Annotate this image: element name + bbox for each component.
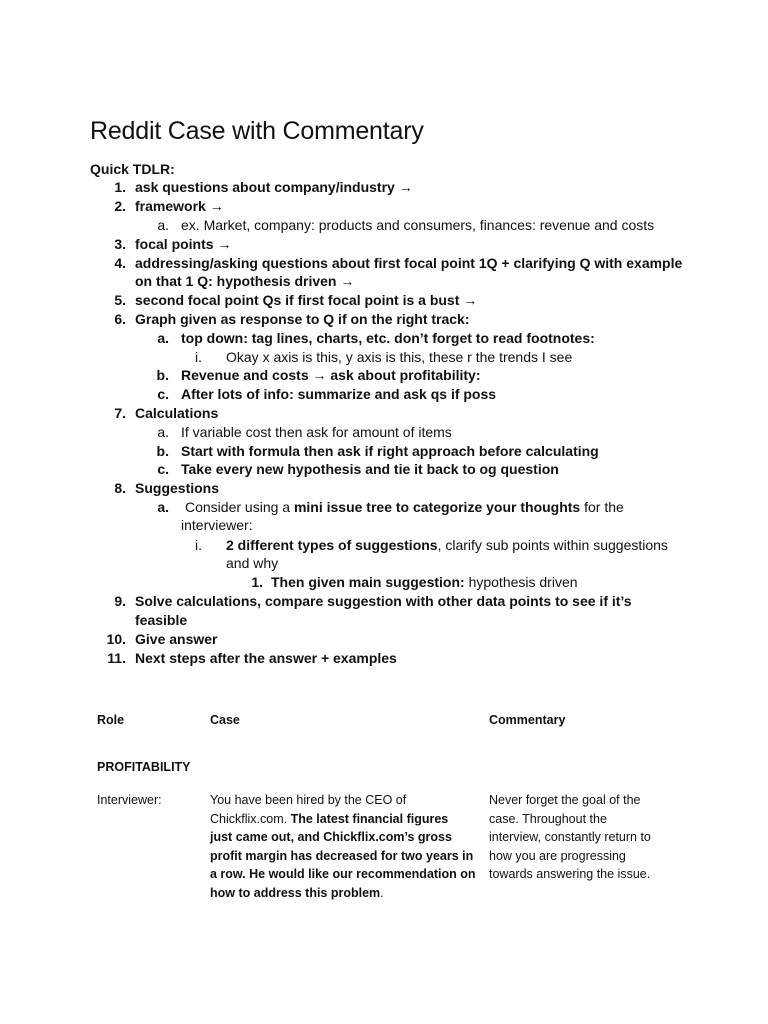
list-item-text: second focal point Qs if first focal point is a bust →: [135, 292, 478, 308]
list-roman: i.: [195, 349, 202, 365]
list-item-8a-i-continued: and why: [226, 555, 279, 571]
list-number: 11.: [107, 650, 126, 666]
list-letter: b.: [156, 367, 169, 383]
quick-tdlr-heading: Quick TDLR:: [90, 161, 175, 177]
list-item-1: [114, 178, 413, 197]
list-item-text: Take every new hypothesis and tie it back to og question: [181, 461, 559, 477]
list-item-text: top down: tag lines, charts, etc. don’t forget to read footnotes:: [181, 330, 595, 346]
list-item-4: [114, 254, 683, 273]
list-item-bold-text: Then given main suggestion:: [271, 574, 465, 590]
list-number: 6.: [114, 311, 126, 327]
list-item-text-end: hypothesis driven: [464, 574, 578, 590]
list-letter: c.: [157, 461, 169, 477]
list-item-8a: [157, 498, 624, 517]
list-letter: c.: [157, 386, 169, 402]
commentary-line: Never forget the goal of the: [489, 793, 641, 807]
commentary-line: interview, constantly return to: [489, 830, 651, 844]
list-item-4-continued: on that 1 Q: hypothesis driven →: [135, 273, 355, 289]
list-item-9-continued: feasible: [135, 612, 188, 628]
case-line: [210, 884, 480, 903]
case-line: just came out, and Chickflix.com’s gross: [210, 830, 452, 844]
case-text: .: [380, 885, 384, 900]
case-bold-text: how to address this problem: [210, 885, 381, 900]
list-item-text: addressing/asking questions about first focal point 1Q + clarifying Q with example: [135, 255, 683, 271]
table-row-commentary: [489, 791, 689, 884]
list-item-5: [114, 291, 478, 310]
list-item-text: ask questions about company/industry →: [135, 179, 413, 195]
list-item-7b: [156, 442, 599, 461]
list-item-text: Revenue and costs → ask about profitability:: [181, 367, 481, 383]
list-item-text: Calculations: [135, 405, 219, 421]
list-item-2a: [157, 216, 655, 235]
commentary-line: case. Throughout the: [489, 811, 607, 826]
list-item-text: Suggestions: [135, 480, 220, 496]
table-header-case: Case: [210, 713, 240, 727]
case-text: Chickflix.com.: [210, 811, 291, 826]
list-item-6c: [157, 385, 497, 404]
list-item-bold-text: mini issue tree to categorize your thoughts: [293, 499, 581, 515]
list-number: 1.: [114, 179, 126, 195]
case-bold-text: The latest financial figures: [290, 811, 449, 826]
list-item-text: Solve calculations, compare suggestion with other data points to see if it’s: [135, 593, 632, 609]
list-item-8: [114, 479, 220, 498]
table-header-commentary: Commentary: [489, 713, 566, 727]
page-title: Reddit Case with Commentary: [90, 117, 424, 145]
list-item-8a-i-1: [251, 573, 578, 592]
commentary-line: how you are progressing: [489, 848, 626, 863]
list-item-6: [114, 310, 470, 329]
case-line: a row. He would like our recommendation on: [210, 867, 476, 881]
list-number: 4.: [114, 255, 126, 271]
case-line: [210, 810, 480, 829]
list-item-10: [106, 630, 218, 649]
list-item-text: focal points →: [135, 236, 232, 252]
list-item-6a-i: [195, 348, 573, 367]
list-item-text: After lots of info: summarize and ask qs if poss: [181, 386, 497, 402]
list-letter: b.: [156, 443, 169, 459]
table-row-role: Interviewer:: [97, 793, 162, 807]
list-number: 9.: [114, 593, 126, 609]
list-item-text-end: , clarify sub points within suggestions: [437, 537, 668, 553]
case-line: profit margin has decreased for two years in: [210, 848, 474, 863]
list-item-text: ex. Market, company: products and consumers, finances: revenue and costs: [181, 217, 655, 233]
commentary-line: towards answering the issue.: [489, 867, 651, 881]
table-row-case: [210, 791, 480, 902]
list-item-text: Okay x axis is this, y axis is this, these r the trends I see: [226, 349, 573, 365]
list-letter: a.: [157, 330, 169, 346]
table-section-label: PROFITABILITY: [97, 760, 191, 774]
list-number: 1.: [251, 574, 263, 590]
list-letter: a.: [157, 424, 169, 440]
list-number: 8.: [114, 480, 126, 496]
list-letter: a.: [157, 499, 169, 515]
list-item-6b: [156, 366, 481, 385]
list-roman: i.: [195, 537, 202, 553]
list-item-text: Consider using a: [185, 499, 294, 515]
list-item-2: [114, 197, 224, 216]
list-item-text: Give answer: [135, 631, 218, 647]
list-number: 5.: [114, 292, 126, 308]
list-item-7c: [157, 460, 559, 479]
table-header-role: Role: [97, 713, 125, 727]
list-item-7a: [157, 423, 452, 442]
list-item-7: [114, 404, 219, 423]
list-item-9: [114, 592, 632, 611]
list-item-text: Next steps after the answer + examples: [135, 650, 397, 666]
case-line: You have been hired by the CEO of: [210, 793, 407, 807]
list-item-8a-continued: interviewer:: [181, 517, 253, 533]
list-item-6a: [157, 329, 595, 348]
list-item-8a-i: [195, 536, 668, 555]
list-item-text-end: for the: [580, 499, 624, 515]
list-item-text: Start with formula then ask if right approach before calculating: [181, 443, 599, 459]
list-item-bold-text: 2 different types of suggestions: [226, 537, 438, 553]
list-number: 7.: [114, 405, 126, 421]
list-item-text: framework →: [135, 198, 224, 214]
list-item-3: [114, 235, 232, 254]
list-letter: a.: [157, 217, 169, 233]
list-item-text: If variable cost then ask for amount of items: [181, 424, 452, 440]
list-number: 10.: [106, 631, 126, 647]
list-item-11: [107, 649, 397, 668]
list-item-text: Graph given as response to Q if on the right track:: [135, 311, 470, 327]
list-number: 3.: [114, 236, 126, 252]
list-number: 2.: [114, 198, 126, 214]
